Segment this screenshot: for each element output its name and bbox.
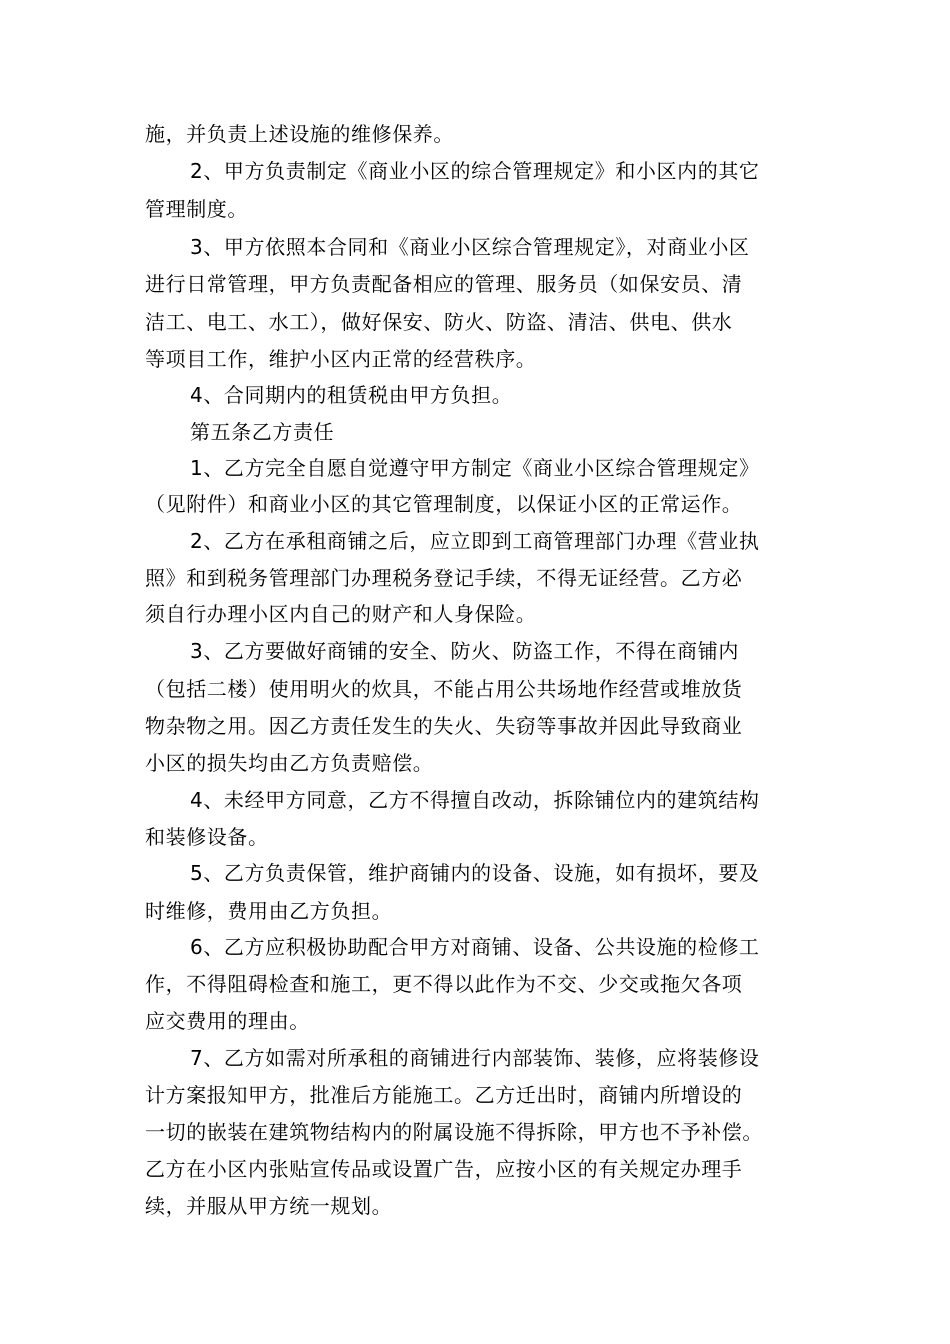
text-line: 计方案报知甲方，批准后方能施工。乙方迁出时，商铺内所增设的 bbox=[145, 1083, 743, 1107]
text-line: 须自行办理小区内自己的财产和人身保险。 bbox=[145, 602, 537, 626]
text-line: 作，不得阻碍检查和施工，更不得以此作为不交、少交或拖欠各项 bbox=[145, 972, 743, 996]
text-line: 续，并服从甲方统一规划。 bbox=[145, 1194, 393, 1218]
text-line: 照》和到税务管理部门办理税务登记手续，不得无证经营。乙方必 bbox=[145, 566, 743, 590]
text-line: 6、乙方应积极协助配合甲方对商铺、设备、公共设施的检修工 bbox=[190, 935, 760, 959]
text-line: （见附件）和商业小区的其它管理制度，以保证小区的正常运作。 bbox=[145, 492, 743, 516]
section-heading: 第五条乙方责任 bbox=[190, 420, 335, 444]
text-line: 2、乙方在承租商铺之后，应立即到工商管理部门办理《营业执 bbox=[190, 529, 760, 553]
text-line: 进行日常管理，甲方负责配备相应的管理、服务员（如保安员、清 bbox=[145, 272, 743, 296]
text-line: 1、乙方完全自愿自觉遵守甲方制定《商业小区综合管理规定》 bbox=[190, 456, 760, 480]
text-line: 乙方在小区内张贴宣传品或设置广告，应按小区的有关规定办理手 bbox=[145, 1157, 743, 1181]
text-line: 4、未经甲方同意，乙方不得擅自改动，拆除铺位内的建筑结构 bbox=[190, 788, 760, 812]
text-line: （包括二楼）使用明火的炊具，不能占用公共场地作经营或堆放货 bbox=[145, 677, 743, 701]
text-line: 洁工、电工、水工），做好保安、防火、防盗、清洁、供电、供水 bbox=[145, 310, 733, 334]
text-line: 3、乙方要做好商铺的安全、防火、防盗工作，不得在商铺内 bbox=[190, 639, 739, 663]
text-line: 应交费用的理由。 bbox=[145, 1009, 310, 1033]
text-line: 等项目工作，维护小区内正常的经营秩序。 bbox=[145, 347, 537, 371]
text-line: 2、甲方负责制定《商业小区的综合管理规定》和小区内的其它 bbox=[190, 159, 760, 183]
text-line: 一切的嵌装在建筑物结构内的附属设施不得拆除，甲方也不予补偿。 bbox=[145, 1120, 763, 1144]
text-line: 7、乙方如需对所承租的商铺进行内部装饰、装修，应将装修设 bbox=[190, 1046, 760, 1070]
text-line: 物杂物之用。因乙方责任发生的失火、失窃等事故并因此导致商业 bbox=[145, 714, 743, 738]
text-line: 4、合同期内的租赁税由甲方负担。 bbox=[190, 383, 513, 407]
text-line: 和装修设备。 bbox=[145, 825, 269, 849]
text-line: 施，并负责上述设施的维修保养。 bbox=[145, 122, 454, 146]
text-line: 3、甲方依照本合同和《商业小区综合管理规定》，对商业小区 bbox=[190, 235, 750, 259]
text-line: 小区的损失均由乙方负责赔偿。 bbox=[145, 751, 434, 775]
text-line: 管理制度。 bbox=[145, 197, 248, 221]
text-line: 5、乙方负责保管，维护商铺内的设备、设施，如有损坏，要及 bbox=[190, 861, 760, 885]
text-line: 时维修，费用由乙方负担。 bbox=[145, 899, 393, 923]
